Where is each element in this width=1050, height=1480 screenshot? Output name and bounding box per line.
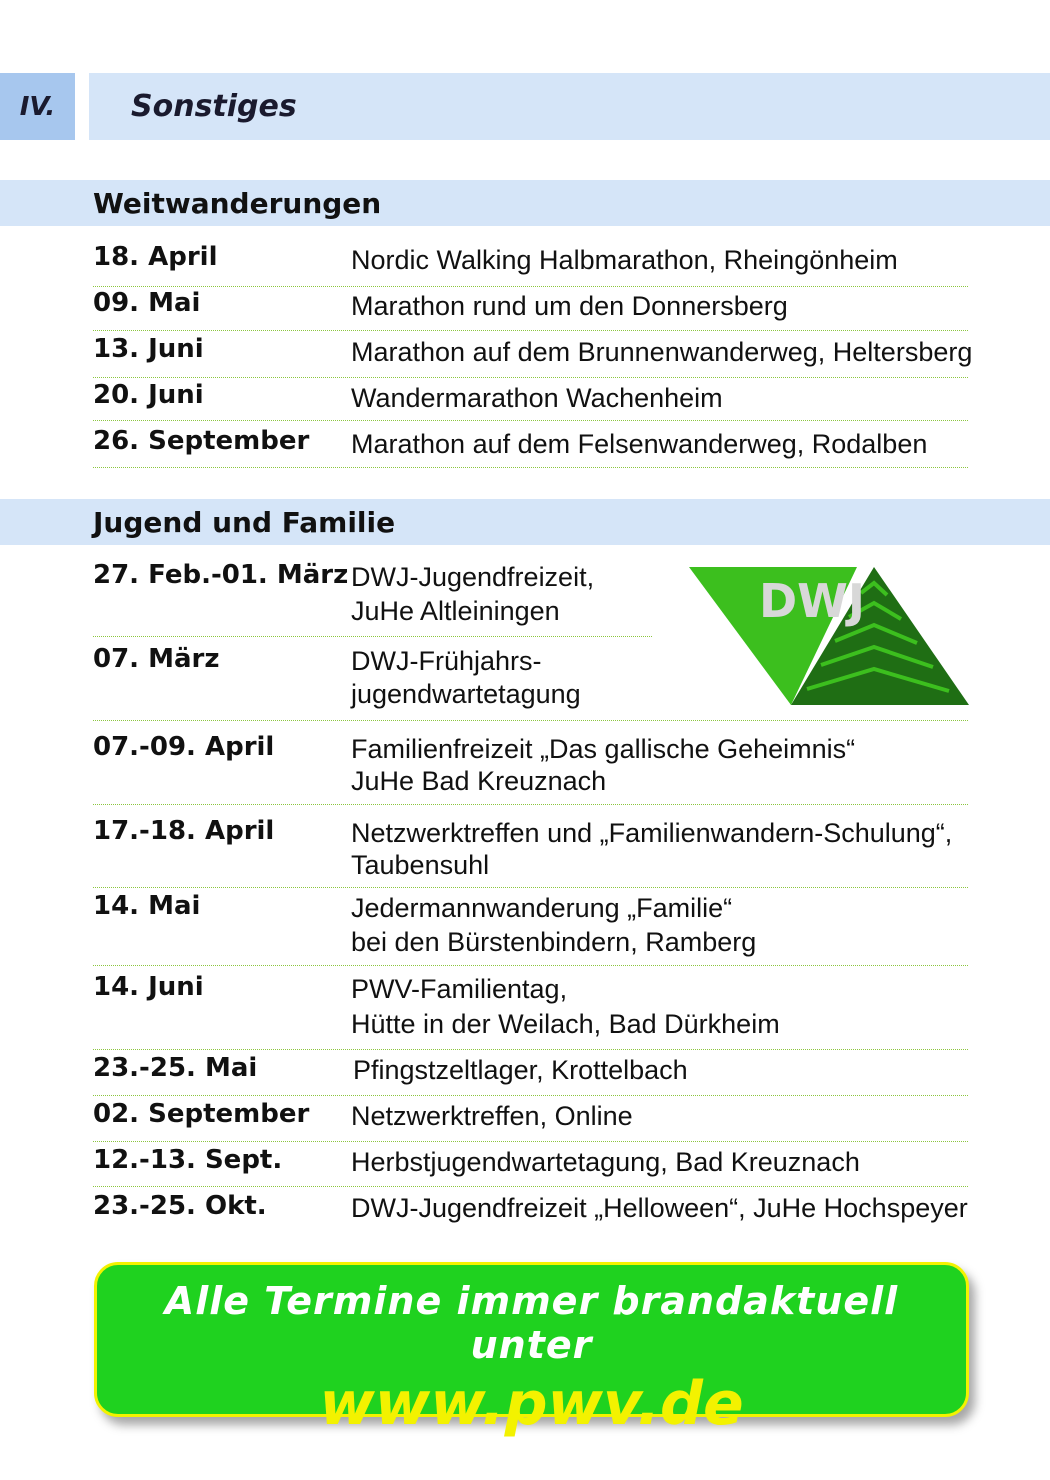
website-link[interactable]: www.pwv.de [319, 1369, 744, 1439]
event-row [93, 972, 968, 1050]
event-description-line: Jedermannwanderung „Familie“ [351, 893, 733, 923]
event-description-line: bei den Bürstenbindern, Ramberg [351, 927, 757, 957]
event-row [93, 1053, 968, 1096]
event-row [93, 288, 968, 331]
event-row [93, 1145, 968, 1187]
event-description-line: Hütte in der Weilach, Bad Dürkheim [351, 1009, 780, 1039]
event-date: 20. Juni [93, 380, 204, 410]
event-row [93, 1191, 968, 1231]
event-date: 14. Mai [93, 891, 201, 921]
event-row [93, 891, 968, 966]
event-row [93, 560, 652, 637]
chapter-title: Sonstiges [89, 73, 1050, 140]
event-description-line: DWJ-Jugendfreizeit, [351, 562, 595, 592]
event-description: Marathon auf dem Felsenwanderweg, Rodalben [351, 429, 928, 459]
event-date: 13. Juni [93, 334, 204, 364]
event-row [93, 1099, 968, 1142]
event-description-line: Taubensuhl [351, 850, 490, 880]
event-row [93, 334, 973, 378]
event-description-line: jugendwartetagung [351, 679, 581, 709]
event-date: 09. Mai [93, 288, 201, 318]
event-description: Nordic Walking Halbmarathon, Rheingönheim [351, 245, 898, 275]
event-date: 02. September [93, 1099, 310, 1129]
chapter-number: IV. [0, 73, 75, 140]
event-description-line: JuHe Bad Kreuznach [351, 766, 607, 796]
event-row [93, 380, 968, 421]
event-description: Netzwerktreffen, Online [351, 1101, 633, 1131]
event-description-line: PWV-Familientag, [351, 974, 568, 1004]
dwj-logo-text: DWJ [759, 574, 866, 628]
event-description: Pfingstzeltlager, Krottelbach [353, 1055, 688, 1085]
event-description: Marathon auf dem Brunnenwanderweg, Heltersberg [351, 337, 973, 367]
event-date: 14. Juni [93, 972, 204, 1002]
event-row [93, 242, 968, 287]
event-date: 18. April [93, 242, 218, 272]
event-date: 17.-18. April [93, 816, 275, 846]
event-description: Marathon rund um den Donnersberg [351, 291, 788, 321]
website-banner [94, 1262, 969, 1439]
event-description-line: DWJ-Frühjahrs- [351, 646, 542, 676]
dwj-logo [689, 565, 969, 707]
section-title-jugend-und-familie: Jugend und Familie [0, 499, 1050, 545]
event-row [93, 732, 968, 805]
event-date: 07. März [93, 644, 220, 674]
event-date: 12.-13. Sept. [93, 1145, 283, 1175]
event-date: 07.-09. April [93, 732, 275, 762]
event-row [93, 816, 968, 888]
event-description: Wandermarathon Wachenheim [351, 383, 723, 413]
event-description: Herbstjugendwartetagung, Bad Kreuznach [351, 1147, 860, 1177]
event-description: DWJ-Jugendfreizeit „Helloween“, JuHe Hochspeyer [351, 1193, 968, 1223]
event-description-line: JuHe Altleiningen [351, 596, 560, 626]
event-row [93, 426, 968, 468]
section-title-weitwanderungen: Weitwanderungen [0, 180, 1050, 226]
event-date: 26. September [93, 426, 310, 456]
event-date: 23.-25. Mai [93, 1053, 258, 1083]
event-date: 27. Feb.-01. März [93, 560, 349, 590]
event-date: 23.-25. Okt. [93, 1191, 267, 1221]
event-description-line: Netzwerktreffen und „Familienwandern-Schulung“, [351, 818, 953, 848]
event-description-line: Familienfreizeit „Das gallische Geheimnis“ [351, 734, 856, 764]
banner-text: Alle Termine immer brandaktuell unter [164, 1279, 899, 1367]
